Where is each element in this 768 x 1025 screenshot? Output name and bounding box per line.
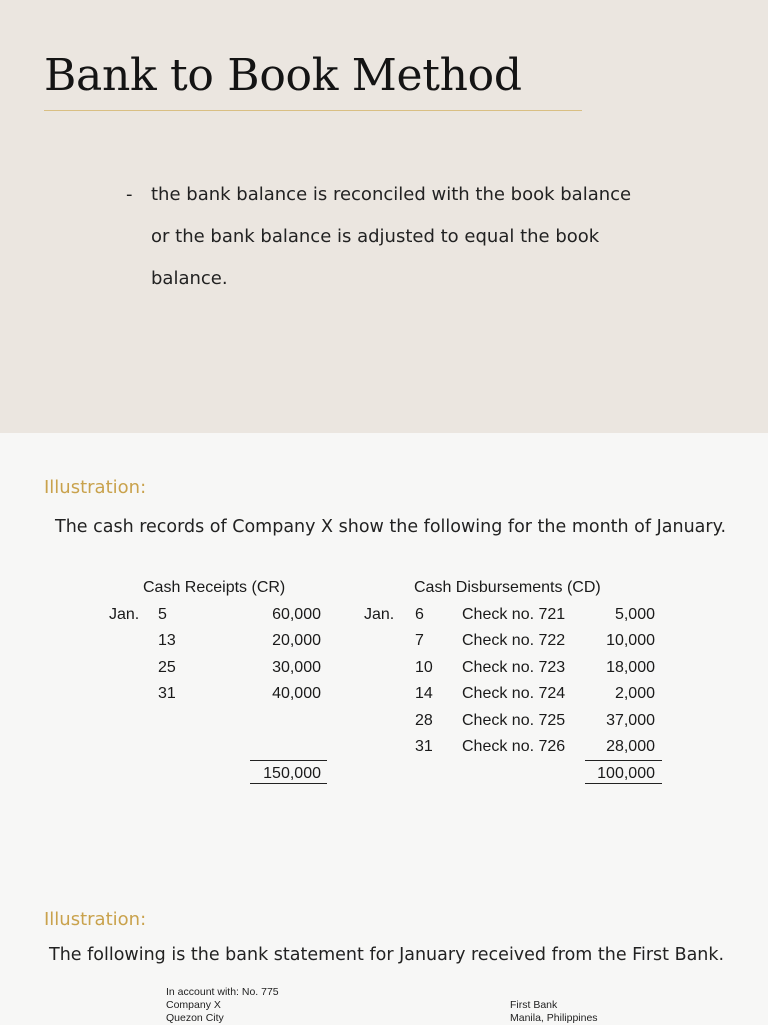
title-underline <box>44 110 582 111</box>
disbursement-day: 7 <box>415 632 424 649</box>
receipt-day: 13 <box>158 632 176 649</box>
disbursement-day: 6 <box>415 606 424 623</box>
illustration-heading-2: Illustration: <box>44 909 147 930</box>
disbursement-amount: 37,000 <box>606 712 655 729</box>
disbursement-day: 28 <box>415 712 433 729</box>
disbursement-check: Check no. 726 <box>462 738 566 755</box>
page-title: Bank to Book Method <box>44 50 522 101</box>
bank-statement-intro <box>49 945 724 965</box>
statement-account-block <box>166 986 279 1025</box>
disbursements-total: 100,000 <box>597 765 655 782</box>
receipt-day: 25 <box>158 659 176 676</box>
disbursements-total-rule <box>585 760 662 761</box>
disbursement-check: Check no. 721 <box>462 606 566 623</box>
disbursement-amount: 28,000 <box>606 738 655 755</box>
disbursement-amount: 10,000 <box>606 632 655 649</box>
receipts-total-rule <box>250 760 327 761</box>
disbursements-total-underline <box>585 783 662 784</box>
intro-bold-text: bank statement <box>225 945 364 965</box>
disbursement-day: 14 <box>415 685 433 702</box>
bullet-line-2: or the bank balance is adjusted to equal the book <box>151 226 600 247</box>
cash-disbursements-header: Cash Disbursements (CD) <box>414 579 601 596</box>
intro-text-before: The following is the <box>49 945 226 965</box>
illustration-heading: Illustration: <box>44 477 147 498</box>
disbursement-day: 10 <box>415 659 433 676</box>
receipt-amount: 30,000 <box>272 659 321 676</box>
bullet-line-1: the bank balance is reconciled with the book balance <box>151 184 632 205</box>
cash-receipts-header: Cash Receipts (CR) <box>143 579 286 596</box>
receipts-total: 150,000 <box>263 765 321 782</box>
receipt-amount: 40,000 <box>272 685 321 702</box>
statement-bank-name: First Bank <box>510 999 558 1011</box>
receipt-amount: 20,000 <box>272 632 321 649</box>
disbursement-amount: 2,000 <box>614 685 655 702</box>
receipts-month: Jan. <box>109 606 140 623</box>
header-panel <box>0 0 768 433</box>
disbursement-check: Check no. 722 <box>462 632 566 649</box>
disbursement-check: Check no. 724 <box>462 685 566 702</box>
receipt-amount: 60,000 <box>272 606 321 623</box>
receipt-day: 31 <box>158 685 176 702</box>
disbursement-amount: 5,000 <box>614 606 655 623</box>
receipt-day: 5 <box>158 606 167 623</box>
disbursement-day: 31 <box>415 738 433 755</box>
disbursements-month: Jan. <box>364 606 395 623</box>
statement-bank-block <box>510 999 598 1025</box>
intro-text-after: for January received from the First Bank. <box>363 945 725 965</box>
statement-bank-location: Manila, Philippines <box>510 1012 598 1024</box>
bullet-line-3: balance. <box>151 268 228 289</box>
receipts-total-underline <box>250 783 327 784</box>
bullet-dash: - <box>126 184 133 205</box>
illustration-intro: The cash records of Company X show the following for the month of January. <box>55 517 727 537</box>
statement-city-line: Quezon City <box>166 1012 224 1024</box>
statement-company-line: Company X <box>166 999 221 1011</box>
disbursement-amount: 18,000 <box>606 659 655 676</box>
statement-account-line: In account with: No. 775 <box>166 986 279 998</box>
disbursement-check: Check no. 723 <box>462 659 566 676</box>
disbursement-check: Check no. 725 <box>462 712 566 729</box>
